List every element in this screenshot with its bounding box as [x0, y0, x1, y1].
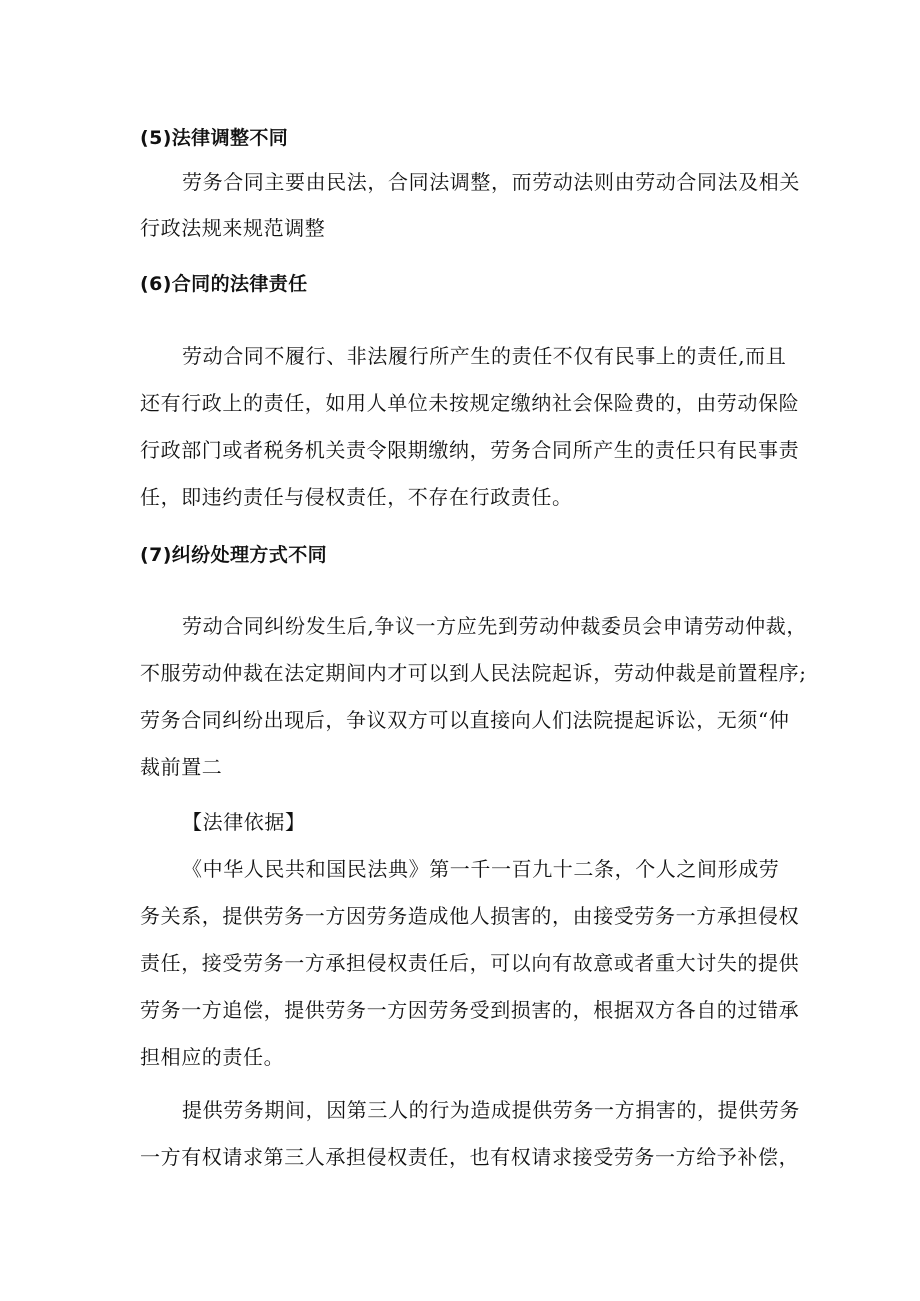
- section-5-line: 行政法规来规范调整: [140, 216, 326, 240]
- legal-basis-para1-line: 《中华人民共和国民法典》第一千一百九十二条，个人之间形成劳: [182, 857, 780, 881]
- legal-basis-para1-line: 务关系，提供劳务一方因劳务造成他人损害的，由接受劳务一方承担侵权: [140, 904, 800, 928]
- section-6-line: 行政部门或者税务机关责令限期缴纳，劳务合同所产生的责任只有民事责: [140, 438, 800, 462]
- legal-basis-para1-line: 担相应的责任。: [140, 1045, 285, 1069]
- legal-basis-para1-line: 责任，接受劳务一方承担侵权责任后，可以向有故意或者重大讨失的提供: [140, 951, 800, 975]
- section-5-heading: (5)法律调整不同: [140, 127, 289, 149]
- legal-basis-para1-line: 劳务一方追偿，提供劳务一方因劳务受到损害的，根据双方各自的过错承: [140, 998, 800, 1022]
- section-7-line: 劳动合同纠纷发生后,争议一方应先到劳动仲裁委员会申请劳动仲裁，: [182, 614, 807, 638]
- section-6-heading: (6)合同的法律责任: [140, 273, 308, 295]
- section-6-line: 还有行政上的责任，如用人单位未按规定缴纳社会保险费的，由劳动保险: [140, 391, 800, 415]
- legal-basis-para2-line: 一方有权请求第三人承担侵权责任，也有权请求接受劳务一方给予补偿，: [140, 1145, 800, 1169]
- section-6-line: 劳动合同不履行、非法履行所产生的责任不仅有民事上的责任,而且: [182, 344, 787, 368]
- section-7-line: 劳务合同纠纷出现后，争议双方可以直接向人们法院提起诉讼，无须“仲: [140, 708, 790, 732]
- section-5-line: 劳务合同主要由民法，合同法调整，而劳动法则由劳动合同法及相关: [182, 170, 800, 194]
- legal-basis-para2-line: 提供劳务期间，因第三人的行为造成提供劳务一方捐害的，提供劳务: [182, 1098, 800, 1122]
- section-7-line: 裁前置二: [140, 755, 223, 779]
- section-7-line: 不服劳动仲裁在法定期间内才可以到人民法院起诉，劳动仲裁是前置程序;: [140, 661, 807, 685]
- legal-basis-heading: 【法律依据】: [182, 810, 306, 834]
- section-6-line: 任，即违约责任与侵权责任，不存在行政责任。: [140, 485, 573, 509]
- section-7-heading: (7)纠纷处理方式不同: [140, 544, 327, 566]
